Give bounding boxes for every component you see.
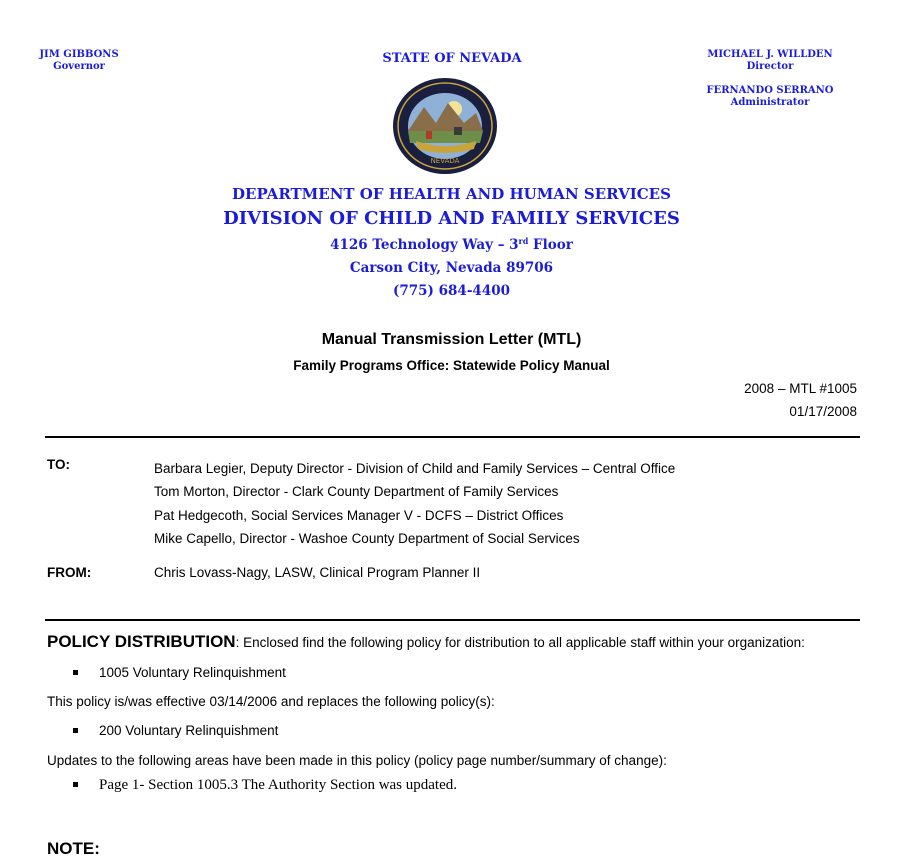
update-item: Page 1- Section 1005.3 The Authority Section was updated. (99, 777, 458, 793)
recipient: Barbara Legier, Deputy Director - Division of Child and Family Services – Central Office (154, 461, 676, 476)
bullet-icon (73, 782, 78, 787)
mtl-title: Manual Transmission Letter (MTL) (321, 331, 582, 348)
administrator-name: FERNANDO SERRANO (706, 85, 834, 96)
distributed-policy: 1005 Voluntary Relinquishment (99, 665, 286, 680)
to-label: TO: (47, 457, 70, 472)
list-item (73, 665, 286, 680)
list-item (73, 723, 278, 738)
policy-distribution (47, 632, 805, 652)
list-item (73, 777, 457, 794)
administrator-title: Administrator (730, 97, 810, 108)
director-block (690, 49, 850, 109)
mtl-number: 2008 – MTL #1005 (744, 381, 857, 396)
governor-title: Governor (53, 61, 105, 72)
mtl-date: 01/17/2008 (789, 404, 857, 419)
state-seal-icon (392, 77, 498, 175)
street-address-ordinal: rd (518, 236, 529, 246)
from-value: Chris Lovass-Nagy, LASW, Clinical Program Planner II (154, 565, 481, 580)
governor-name: JIM GIBBONS (39, 49, 119, 60)
updates-text: Updates to the following areas have been made in this policy (policy page number/summary of change): (47, 753, 667, 768)
street-address (0, 236, 903, 253)
policy-heading: POLICY DISTRIBUTION (47, 632, 236, 651)
city-address: Carson City, Nevada 89706 (349, 260, 554, 276)
street-address-main: 4126 Technology Way – 3 (330, 237, 519, 253)
divider-bottom (45, 619, 860, 621)
bullet-icon (73, 728, 78, 733)
recipient: Mike Capello, Director - Washoe County Department of Social Services (154, 530, 580, 546)
director-title: Director (746, 61, 794, 72)
from-label: FROM: (47, 565, 92, 580)
director-name: MICHAEL J. WILLDEN (707, 49, 833, 60)
note-heading: NOTE: (47, 839, 100, 858)
state-seal (392, 77, 498, 175)
recipient: Tom Morton, Director - Clark County Department of Family Services (154, 484, 559, 500)
bullet-icon (73, 670, 78, 675)
division-name: DIVISION OF CHILD AND FAMILY SERVICES (223, 208, 680, 229)
department-name: DEPARTMENT OF HEALTH AND HUMAN SERVICES (232, 185, 671, 203)
effective-text: This policy is/was effective 03/14/2006 and replaces the following policy(s): (47, 694, 495, 709)
divider-top (45, 436, 860, 438)
state-name: STATE OF NEVADA (382, 51, 522, 66)
street-address-floor: Floor (528, 237, 573, 253)
replaced-policy: 200 Voluntary Relinquishment (99, 723, 279, 738)
mtl-subtitle: Family Programs Office: Statewide Policy Manual (293, 358, 610, 373)
policy-heading-text: : Enclosed find the following policy for distribution to all applicable staff within your organization: (235, 635, 805, 650)
recipient-list (154, 457, 675, 550)
svg-text:NEVADA: NEVADA (430, 157, 460, 165)
governor-block (14, 49, 144, 73)
phone-number: (775) 684-4400 (392, 283, 510, 299)
recipient: Pat Hedgecoth, Social Services Manager V - DCFS – District Offices (154, 507, 564, 523)
